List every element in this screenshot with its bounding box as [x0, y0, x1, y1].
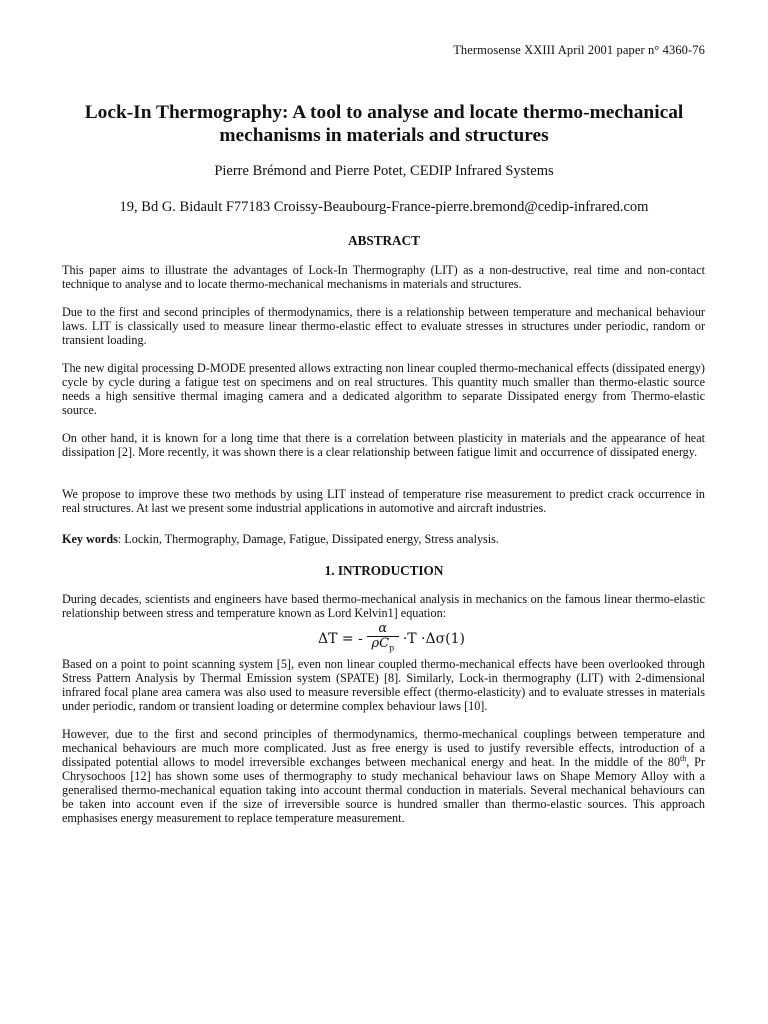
title-line-1: Lock-In Thermography: A tool to analyse and locate thermo-mechanical — [84, 102, 684, 123]
intro-paragraph-2: Based on a point to point scanning system [5], even non linear coupled thermo-mechanical effects have been overlooked through Stress Pattern Analysis by Thermal Emission system (SPATE) [8]. Similarly, Lock-in thermography (LIT) with 2-dimensional infrared focal plane area camera was also used to measure reversible effect (thermo-elasticity) and to evaluate stresses in materials under periodic, random or transient loading or determine complex behaviour laws [10]. — [62, 657, 705, 713]
abstract-paragraph-3: The new digital processing D-MODE presented allows extracting non linear coupled thermo-mechanical effects (dissipated energy) cycle by cycle during a fatigue test on specimens and on real structures. This quantity much smaller than thermo-elastic source needs a high sensitive thermal imaging camera and a dedicated algorithm to separate Dissipated energy from Thermo-elastic source. — [62, 361, 705, 417]
conference-reference: Thermosense XXIII April 2001 paper n° 4360-76 — [453, 43, 705, 57]
intro-paragraph-1: During decades, scientists and engineers have based thermo-mechanical analysis in mechanics on the famous linear thermo-elastic relationship between stress and temperature known as Lord Kelvin1] equation: — [62, 592, 705, 620]
denominator-subscript: p — [389, 643, 395, 653]
ordinal-superscript: th — [680, 753, 687, 763]
abstract-paragraph-5: We propose to improve these two methods by using LIT instead of temperature rise measurement to predict crack occurrence in real structures. At last we present some industrial applications in automotive and aircraft industries. — [62, 487, 705, 515]
author-address: 19, Bd G. Bidault F77183 Croissy-Beaubourg-France-pierre.bremond@cedip-infrared.com — [119, 199, 649, 215]
keywords-label: Key words — [62, 532, 118, 546]
equation-fraction — [367, 622, 399, 656]
abstract-paragraph-2: Due to the first and second principles of thermodynamics, there is a relationship between temperature and mechanical behaviour laws. LIT is classically used to measure linear thermo-elastic effect to evaluate stresses in structures under periodic, random or transient loading. — [62, 305, 705, 347]
abstract-heading: ABSTRACT — [348, 233, 420, 248]
keywords-line — [62, 532, 705, 546]
title-line-2: mechanisms in materials and structures — [219, 125, 549, 146]
equation-rhs: ·T ·Δσ(1) — [402, 631, 465, 647]
intro-paragraph-3-part-1: However, due to the first and second principles of thermodynamics, thermo-mechanical couplings between temperature and mechanical behaviours are much more complicated. Just as free energy is used to justify reversible effects, introduction of a dissipated potential allows to model irreversible exchanges between mechanical energy and heat. In the middle of the 80 — [62, 727, 705, 769]
kelvin-equation — [318, 623, 465, 655]
keywords-text: : Lockin, Thermography, Damage, Fatigue, Dissipated energy, Stress analysis. — [117, 532, 499, 546]
abstract-paragraph-4: On other hand, it is known for a long time that there is a correlation between plasticity in materials and the appearance of heat dissipation [2]. More recently, it was shown there is a clear relationship between fatigue limit and occurrence of dissipated energy. — [62, 431, 705, 459]
equation-denominator — [371, 637, 394, 656]
paper-title — [40, 101, 728, 147]
author-list: Pierre Brémond and Pierre Potet, CEDIP Infrared Systems — [214, 163, 554, 179]
equation-numerator: α — [378, 621, 388, 637]
denominator-main: ρC — [371, 636, 390, 652]
equation-lhs: ΔT = - — [318, 631, 363, 647]
abstract-paragraph-1: This paper aims to illustrate the advantages of Lock-In Thermography (LIT) as a non-destructive, real time and non-contact technique to analyse and to locate thermo-mechanical mechanisms in materials and structures. — [62, 263, 705, 291]
intro-paragraph-3 — [62, 727, 705, 825]
intro-paragraph-3-part-2: , Pr Chrysochoos [12] has shown some uses of thermography to study mechanical behaviour laws on Shape Memory Alloy with a generalised thermo-mechanical equation taking into account thermal conduction in materials. Several mechanical behaviours can be taken into account even if the size of irreversible source is hundred smaller than thermo-elastic sources. This approach emphasises energy measurement to replace temperature measurement. — [62, 755, 705, 825]
introduction-heading: 1. INTRODUCTION — [324, 563, 444, 578]
